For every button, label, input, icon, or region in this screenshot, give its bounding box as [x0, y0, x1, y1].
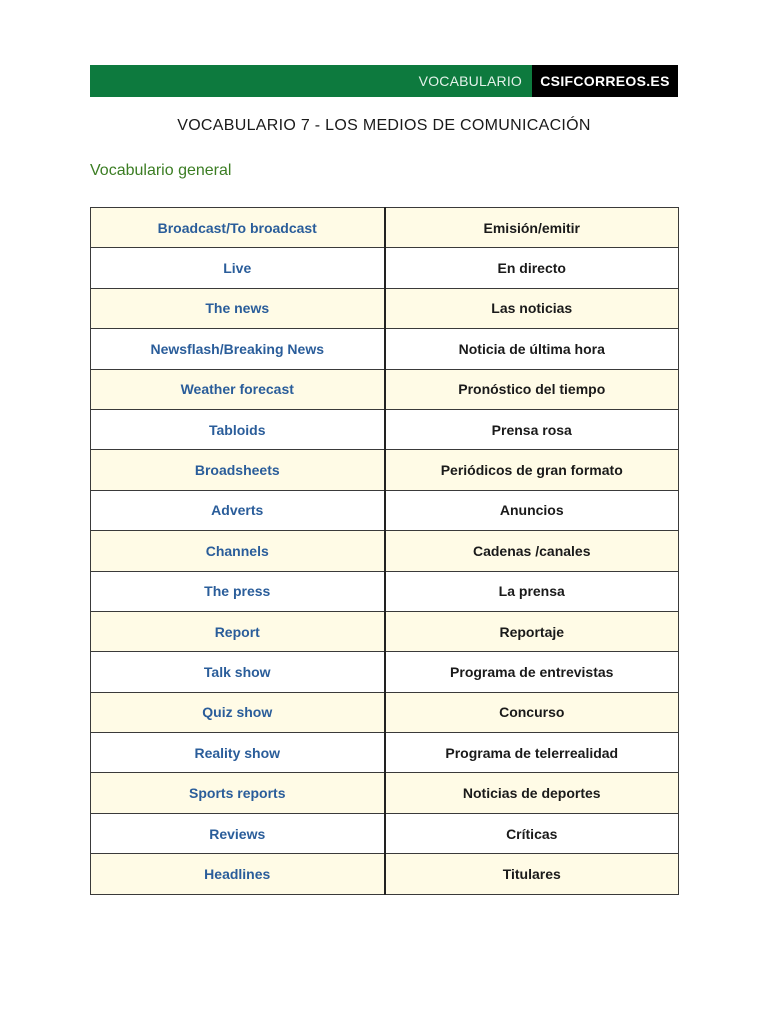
spanish-term: Programa de telerrealidad [385, 733, 679, 773]
vocab-row [91, 490, 679, 530]
english-term: Broadsheets [91, 450, 385, 490]
spanish-term: Críticas [385, 813, 679, 853]
english-term: Talk show [91, 652, 385, 692]
english-term: Adverts [91, 490, 385, 530]
english-term: Sports reports [91, 773, 385, 813]
spanish-term: Concurso [385, 692, 679, 732]
spanish-term: Cadenas /canales [385, 531, 679, 571]
vocabulary-table-body [91, 208, 679, 895]
english-term: Broadcast/To broadcast [91, 208, 385, 248]
vocab-row [91, 652, 679, 692]
vocab-row [91, 611, 679, 651]
spanish-term: La prensa [385, 571, 679, 611]
vocab-row [91, 571, 679, 611]
vocab-row [91, 733, 679, 773]
english-term: Report [91, 611, 385, 651]
spanish-term: Prensa rosa [385, 409, 679, 449]
english-term: Reviews [91, 813, 385, 853]
english-term: Channels [91, 531, 385, 571]
english-term: Reality show [91, 733, 385, 773]
page-title: VOCABULARIO 7 - LOS MEDIOS DE COMUNICACIÓN [177, 117, 591, 134]
english-term: Weather forecast [91, 369, 385, 409]
spanish-term: En directo [385, 248, 679, 288]
vocab-row [91, 773, 679, 813]
section-heading: Vocabulario general [90, 162, 232, 179]
spanish-term: Pronóstico del tiempo [385, 369, 679, 409]
spanish-term: Programa de entrevistas [385, 652, 679, 692]
english-term: Newsflash/Breaking News [91, 329, 385, 369]
vocab-row [91, 369, 679, 409]
vocab-row [91, 450, 679, 490]
spanish-term: Noticia de última hora [385, 329, 679, 369]
spanish-term: Periódicos de gran formato [385, 450, 679, 490]
vocab-row [91, 248, 679, 288]
vocab-row [91, 208, 679, 248]
spanish-term: Reportaje [385, 611, 679, 651]
vocab-row [91, 854, 679, 894]
vocab-row [91, 692, 679, 732]
english-term: Tabloids [91, 409, 385, 449]
english-term: The news [91, 288, 385, 328]
english-term: Quiz show [91, 692, 385, 732]
spanish-term: Anuncios [385, 490, 679, 530]
header-section-label: VOCABULARIO [90, 65, 532, 97]
spanish-term: Noticias de deportes [385, 773, 679, 813]
english-term: Live [91, 248, 385, 288]
spanish-term: Titulares [385, 854, 679, 894]
vocabulary-table [90, 207, 679, 895]
vocab-row [91, 288, 679, 328]
header-brand: CSIFCORREOS.ES [532, 65, 678, 97]
vocab-row [91, 329, 679, 369]
spanish-term: Las noticias [385, 288, 679, 328]
header-bar [90, 65, 678, 97]
english-term: Headlines [91, 854, 385, 894]
english-term: The press [91, 571, 385, 611]
vocab-row [91, 409, 679, 449]
vocab-row [91, 531, 679, 571]
spanish-term: Emisión/emitir [385, 208, 679, 248]
vocab-row [91, 813, 679, 853]
